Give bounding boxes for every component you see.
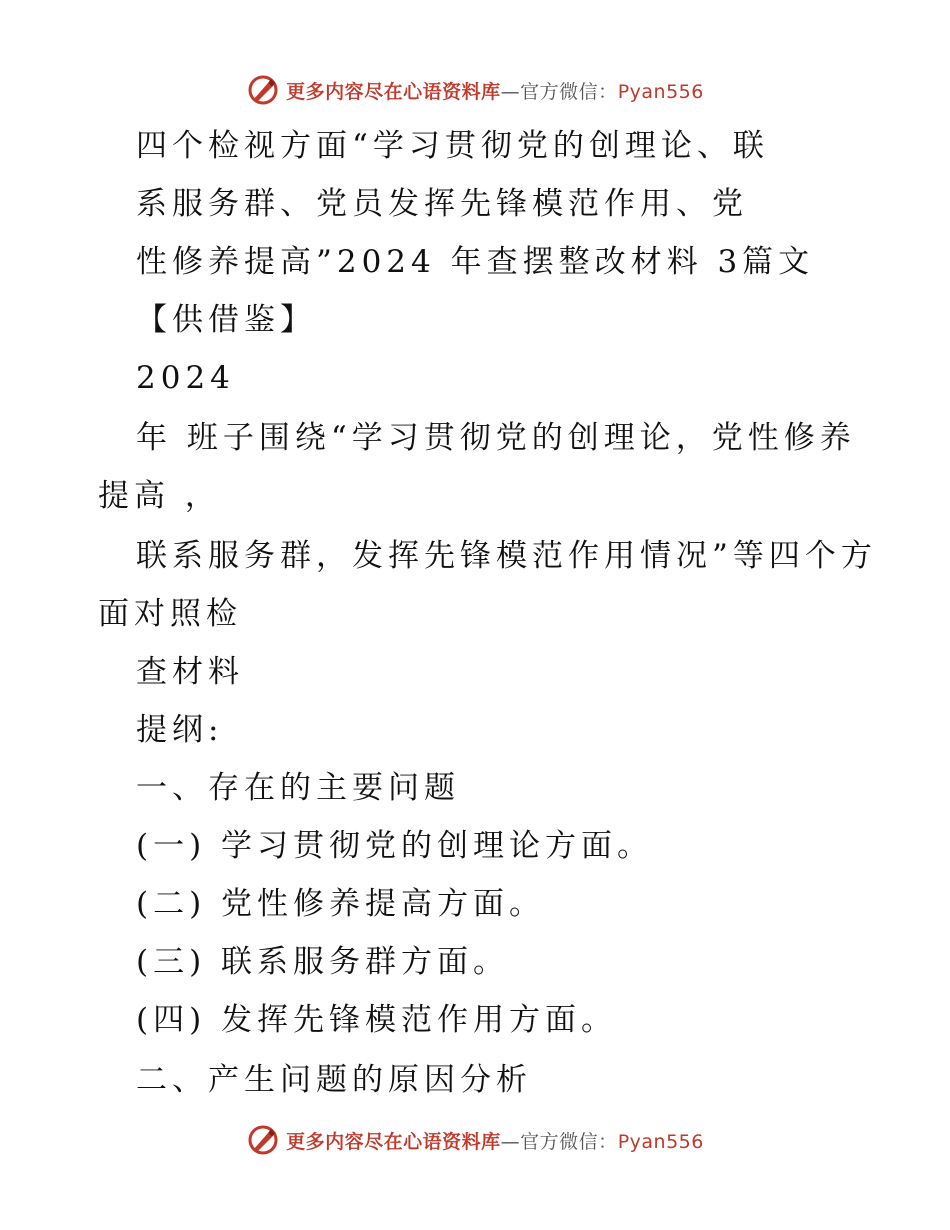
watermark-separator: — — [500, 1130, 521, 1153]
title-line-4: 【供借鉴】 — [136, 302, 316, 338]
footer-watermark — [0, 1120, 950, 1160]
watermark-label: 官方微信： — [520, 80, 618, 103]
year-line: 2024 — [136, 360, 235, 396]
paragraph-line-2: 提高 ， — [98, 478, 221, 514]
paragraph-line-5: 查材料 — [136, 654, 244, 690]
pen-logo-icon — [246, 1123, 280, 1157]
section-heading-1: 一、存在的主要问题 — [136, 770, 460, 806]
watermark-text — [286, 1127, 704, 1154]
pen-logo-icon — [246, 73, 280, 107]
watermark-brand: 更多内容尽在心语资料库 — [286, 80, 501, 103]
list-item-2: (二) 党性修养提高方面。 — [136, 886, 546, 922]
title-line-1: 四个检视方面“学习贯彻党的创理论、联 — [136, 128, 769, 164]
paragraph-line-1: 年 班子围绕“学习贯彻党的创理论，党性修养 — [136, 420, 856, 456]
title-line-2: 系服务群、党员发挥先锋模范作用、党 — [136, 186, 748, 222]
list-item-1: (一) 学习贯彻党的创理论方面。 — [136, 828, 654, 864]
watermark-id: Pyan556 — [617, 1130, 704, 1153]
watermark-id: Pyan556 — [617, 80, 704, 103]
section-heading-2: 二、产生问题的原因分析 — [136, 1062, 532, 1098]
watermark-brand: 更多内容尽在心语资料库 — [286, 1130, 501, 1153]
title-line-3: 性修养提高”2024 年查摆整改材料 3篇文 — [136, 244, 815, 280]
list-item-4: (四) 发挥先锋模范作用方面。 — [136, 1002, 618, 1038]
watermark-label: 官方微信： — [520, 1130, 618, 1153]
watermark-text — [286, 77, 704, 104]
paragraph-line-4: 面对照检 — [98, 596, 242, 632]
header-watermark — [0, 70, 950, 110]
watermark-separator: — — [500, 80, 521, 103]
outline-heading: 提纲: — [136, 712, 224, 748]
list-item-3: (三) 联系服务群方面。 — [136, 944, 510, 980]
paragraph-line-3: 联系服务群，发挥先锋模范作用情况”等四个方 — [136, 538, 877, 574]
